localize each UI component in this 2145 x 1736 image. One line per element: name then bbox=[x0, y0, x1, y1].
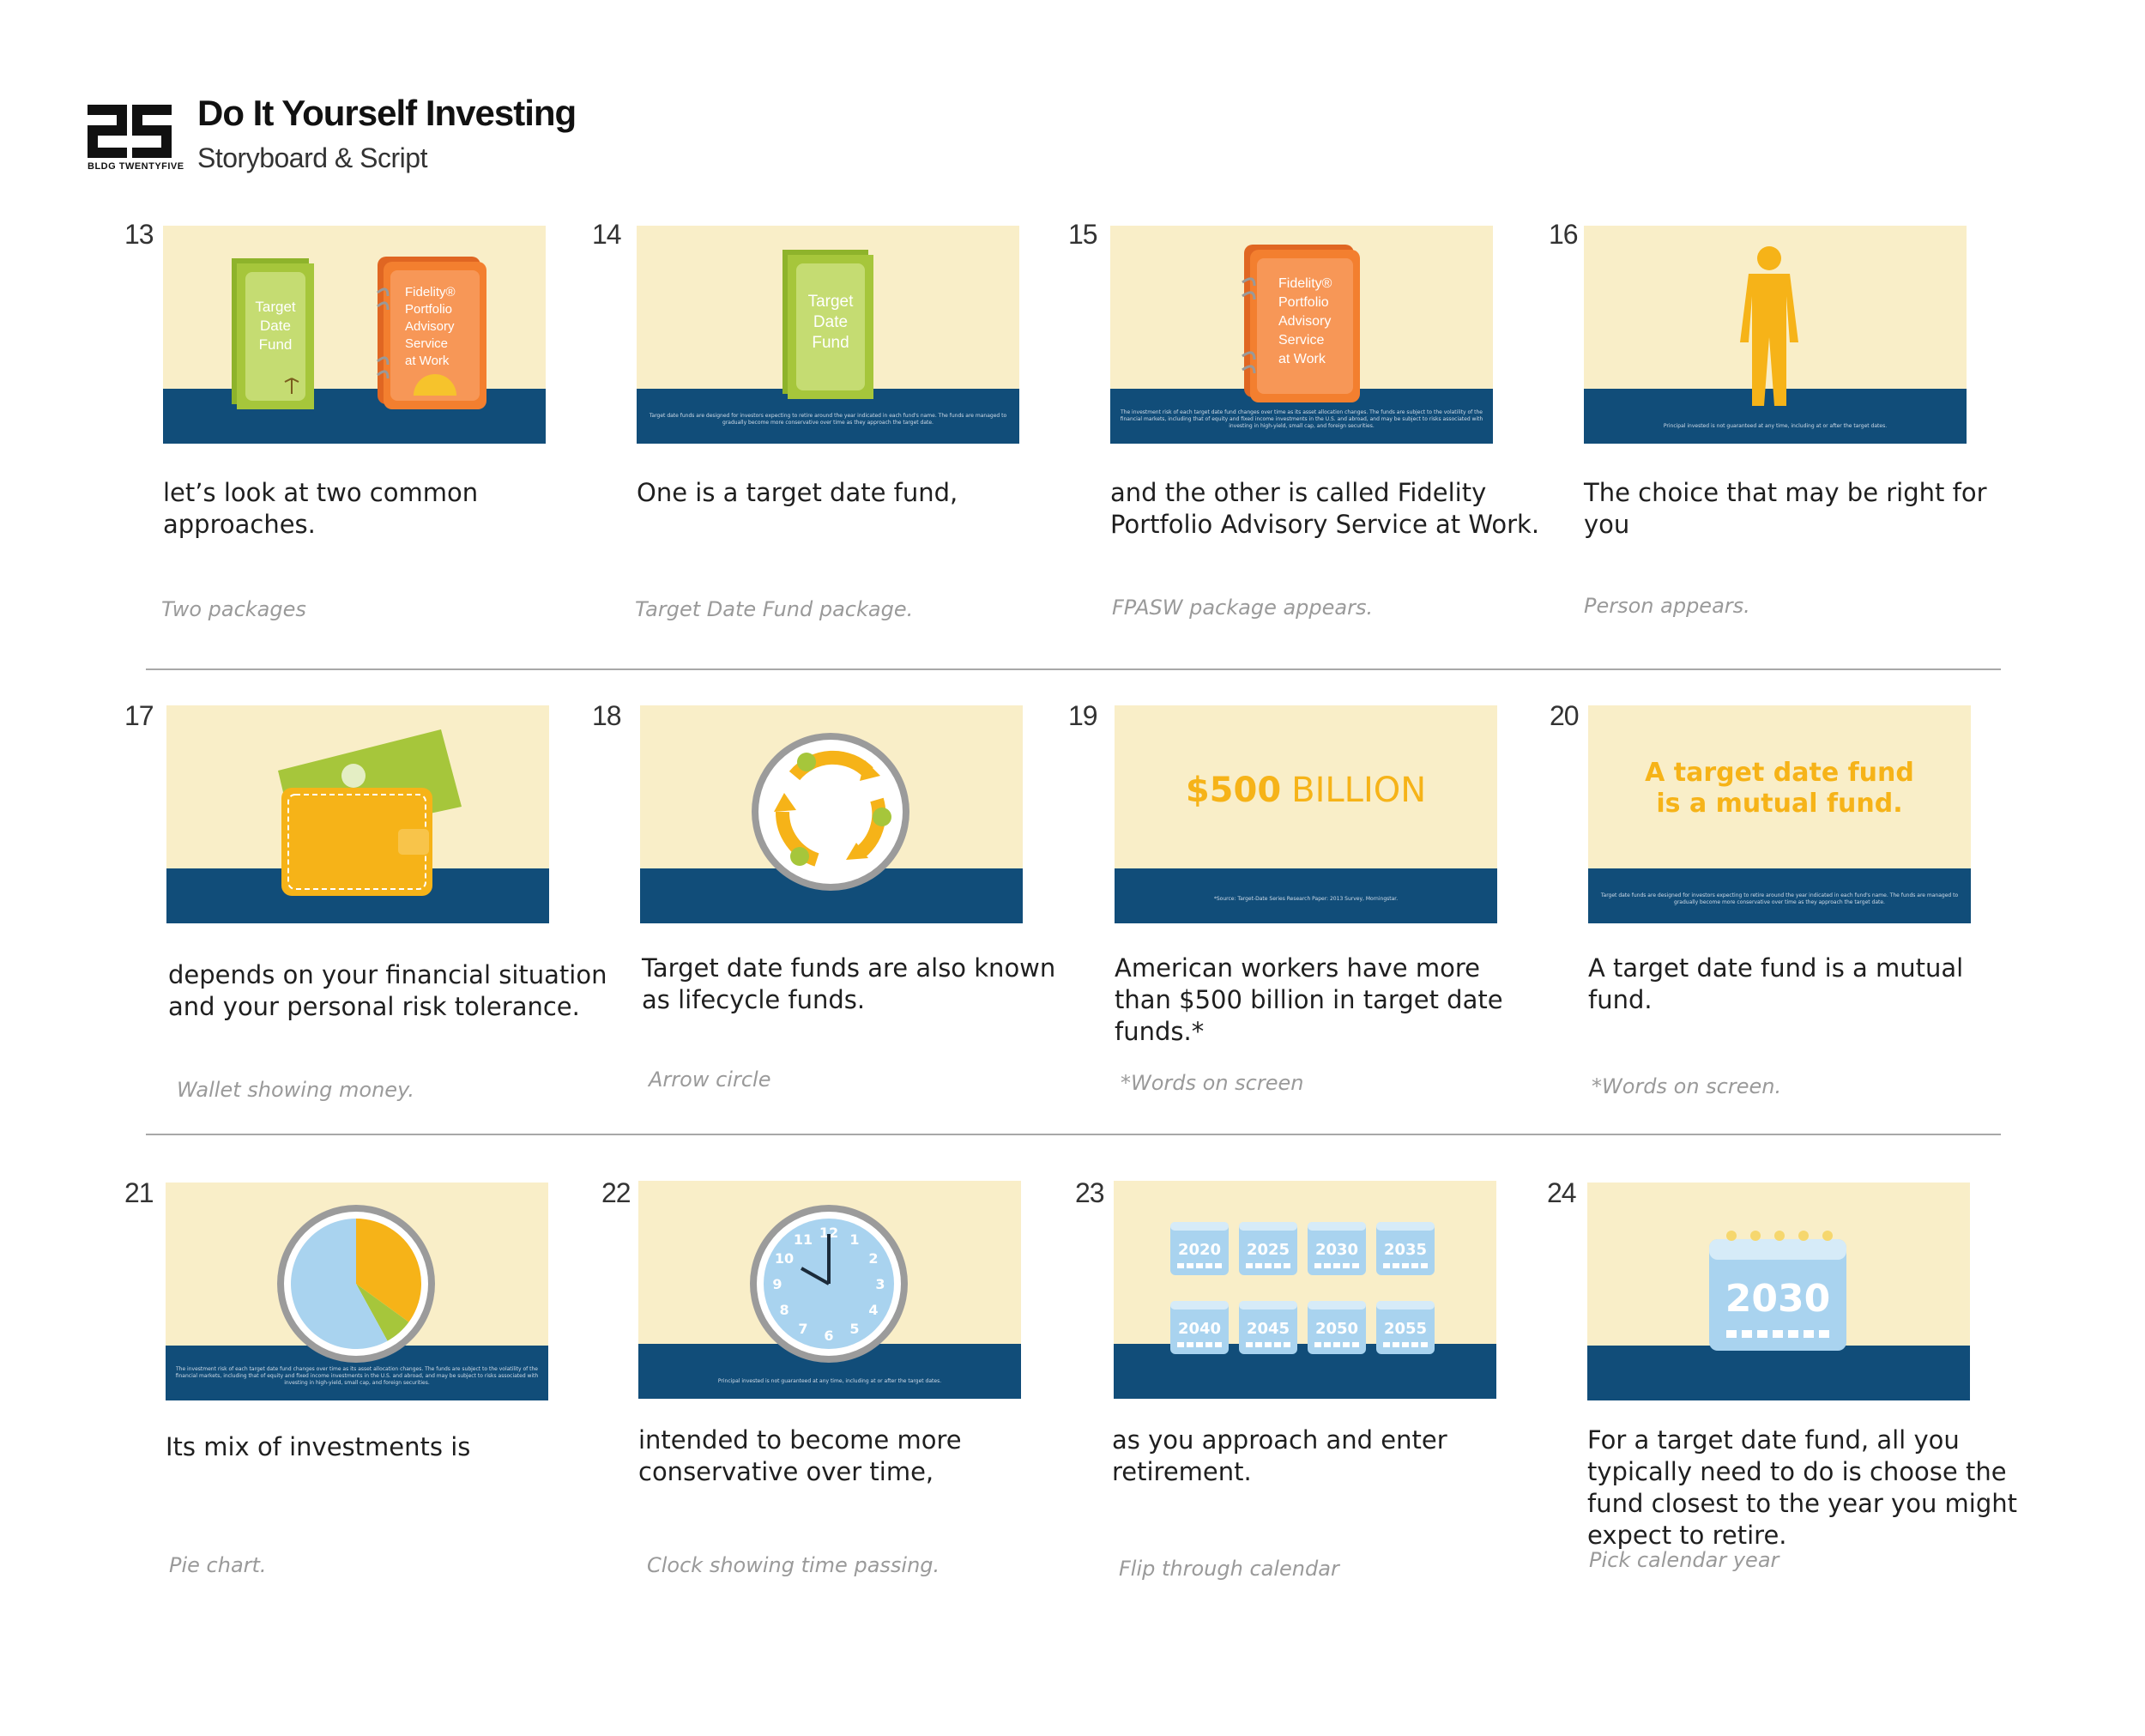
500-billion-words bbox=[1115, 705, 1497, 923]
svg-text:Date: Date bbox=[813, 313, 849, 331]
svg-text:Fidelity®: Fidelity® bbox=[405, 285, 456, 299]
logo-text: BLDG TWENTYFIVE bbox=[88, 161, 184, 172]
clock-number: 9 bbox=[772, 1276, 782, 1292]
row-divider bbox=[146, 1134, 2001, 1135]
direction-note: Pick calendar year bbox=[1589, 1548, 1779, 1572]
script-text: as you approach and enter retirement. bbox=[1112, 1425, 1447, 1486]
direction-note: *Words on screen. bbox=[1592, 1074, 1782, 1098]
script-text: depends on your financial situation and your personal risk tolerance. bbox=[168, 960, 607, 1021]
year-label: 2035 bbox=[1383, 1241, 1428, 1259]
svg-text:A target date fund: A target date fund bbox=[1645, 758, 1914, 788]
year-label: 2030 bbox=[1314, 1241, 1359, 1259]
svg-text:Fund: Fund bbox=[258, 336, 293, 353]
frame-target-date-fund bbox=[637, 226, 1019, 444]
year-calendar bbox=[1308, 1222, 1366, 1275]
panel-number: 20 bbox=[1550, 700, 1579, 731]
clock-number: 2 bbox=[868, 1250, 879, 1267]
bldg25-logo bbox=[88, 105, 172, 158]
direction-note: Target Date Fund package. bbox=[635, 597, 914, 621]
clock-number: 10 bbox=[774, 1250, 795, 1267]
year-label: 2040 bbox=[1177, 1320, 1222, 1338]
svg-text:2030: 2030 bbox=[1725, 1277, 1831, 1321]
disclaimer: The investment risk of each target date fund changes over time as its asset allocation changes. The funds are subject to the volatility of the financial markets, including that of equity and fixed income investments in the U.S. and abroad, and may be subject to risks associated with investing in high-yield, small cap, and foreign securities. bbox=[175, 1366, 539, 1386]
disclaimer: Principal invested is not guaranteed at any time, including at or after the target dates. bbox=[1663, 423, 1888, 429]
panel-number: 14 bbox=[592, 219, 621, 250]
panel-number: 24 bbox=[1547, 1177, 1576, 1208]
script-text: American workers have more than $500 billion in target date funds.* bbox=[1115, 953, 1503, 1046]
clock-number: 8 bbox=[779, 1302, 789, 1318]
svg-text:Service: Service bbox=[405, 336, 449, 351]
frame-wallet bbox=[166, 705, 549, 923]
script-text: Target date funds are also known as lifecycle funds. bbox=[642, 953, 1056, 1014]
two-packages-illustration bbox=[163, 226, 546, 444]
panel-number: 18 bbox=[592, 700, 621, 731]
frame-pie-chart bbox=[166, 1183, 548, 1400]
svg-text:Date: Date bbox=[260, 318, 291, 334]
frame-mutual-fund bbox=[1588, 705, 1971, 923]
page-title: Do It Yourself Investing bbox=[197, 93, 577, 133]
clock-number: 5 bbox=[849, 1320, 860, 1337]
script-text: For a target date fund, all you typically need to do is choose the fund closest to the year you might expect to retire. bbox=[1587, 1425, 2018, 1550]
frame-person bbox=[1584, 226, 1967, 444]
svg-text:Target: Target bbox=[807, 293, 854, 311]
year-calendar bbox=[1239, 1301, 1297, 1354]
row-divider bbox=[146, 668, 2001, 670]
wallet-icon bbox=[166, 705, 549, 923]
direction-note: Clock showing time passing. bbox=[647, 1553, 940, 1577]
year-label: 2050 bbox=[1314, 1320, 1359, 1338]
frame-500-billion bbox=[1115, 705, 1497, 923]
svg-text:Advisory: Advisory bbox=[1278, 314, 1332, 329]
direction-note: Wallet showing money. bbox=[177, 1078, 415, 1102]
direction-note: Pie chart. bbox=[169, 1553, 267, 1577]
svg-text:at Work: at Work bbox=[1278, 352, 1326, 366]
year-label: 2025 bbox=[1246, 1241, 1290, 1259]
year-calendar bbox=[1308, 1301, 1366, 1354]
frame-two-packages bbox=[163, 226, 546, 444]
target-date-fund-package bbox=[637, 226, 1019, 444]
frame-arrow-circle bbox=[640, 705, 1023, 923]
pie-slices bbox=[291, 1219, 421, 1349]
clock-number: 7 bbox=[798, 1320, 808, 1337]
script-text: The choice that may be right for you bbox=[1584, 478, 1987, 539]
year-calendar bbox=[1376, 1301, 1435, 1354]
frame-clock bbox=[638, 1181, 1021, 1399]
person-silhouette bbox=[1584, 226, 1967, 444]
year-calendars bbox=[1170, 1222, 1435, 1354]
svg-text:Advisory: Advisory bbox=[405, 319, 455, 334]
calendar-2030-icon bbox=[1587, 1183, 1970, 1400]
clock-icon bbox=[638, 1181, 1021, 1399]
panel-number: 16 bbox=[1549, 219, 1578, 250]
direction-note: FPASW package appears. bbox=[1112, 596, 1374, 620]
year-label: 2055 bbox=[1383, 1320, 1428, 1338]
disclaimer: The investment risk of each target date fund changes over time as its asset allocation changes. The funds are subject to the volatility of the financial markets, including that of equity and fixed income investments in the U.S. and abroad, and may be subject to risks associated with investing in high-yield, small cap, and foreign securities. bbox=[1120, 409, 1483, 429]
svg-text:Service: Service bbox=[1278, 333, 1325, 348]
frame-calendars bbox=[1114, 1181, 1496, 1399]
script-text: and the other is called Fidelity Portfolio Advisory Service at Work. bbox=[1110, 478, 1540, 539]
direction-note: Two packages bbox=[161, 597, 306, 621]
script-text: intended to become more conservative over time, bbox=[638, 1425, 962, 1486]
panel-number: 13 bbox=[124, 219, 154, 250]
clock-number: 6 bbox=[824, 1328, 834, 1344]
disclaimer: *Source: Target-Date Series Research Paper: 2013 Survey, Morningstar. bbox=[1213, 896, 1399, 902]
svg-text:Portfolio: Portfolio bbox=[405, 302, 453, 317]
script-text: let’s look at two common approaches. bbox=[163, 478, 479, 539]
panel-number: 17 bbox=[124, 700, 154, 731]
panel-number: 23 bbox=[1075, 1177, 1104, 1208]
panel-number: 15 bbox=[1068, 219, 1097, 250]
year-calendar bbox=[1170, 1301, 1229, 1354]
year-label: 2045 bbox=[1246, 1320, 1290, 1338]
disclaimer: Target date funds are designed for investors expecting to retire around the year indicated in each fund's name. The funds are managed to gradually become more conservative over time as they approach the target date. bbox=[1600, 892, 1959, 905]
clock-number: 11 bbox=[793, 1231, 813, 1249]
svg-text:Fidelity®: Fidelity® bbox=[1278, 276, 1332, 291]
svg-text:at Work: at Work bbox=[405, 354, 450, 368]
direction-note: *Words on screen bbox=[1121, 1071, 1304, 1095]
clock-number: 1 bbox=[849, 1231, 860, 1249]
year-calendar bbox=[1170, 1222, 1229, 1275]
frame-fpasw bbox=[1110, 226, 1493, 444]
svg-text:Portfolio: Portfolio bbox=[1278, 295, 1329, 310]
direction-note: Person appears. bbox=[1584, 594, 1750, 618]
calendar-grid bbox=[1114, 1181, 1496, 1399]
mutual-fund-words bbox=[1588, 705, 1971, 923]
year-calendar bbox=[1239, 1222, 1297, 1275]
arrow-circle-illustration bbox=[640, 705, 1023, 923]
direction-note: Flip through calendar bbox=[1119, 1557, 1339, 1581]
frame-pick-year bbox=[1587, 1183, 1970, 1400]
script-text: One is a target date fund, bbox=[637, 478, 958, 507]
svg-text:$500BILLION: $500 BILLION bbox=[1185, 771, 1427, 810]
panel-number: 19 bbox=[1068, 700, 1097, 731]
svg-text:is a mutual fund.: is a mutual fund. bbox=[1656, 789, 1903, 819]
svg-text:Target: Target bbox=[255, 299, 296, 315]
year-label: 2020 bbox=[1177, 1241, 1222, 1259]
disclaimer: Target date funds are designed for investors expecting to retire around the year indicated in each fund's name. The funds are managed to gradually become more conservative over time as they approach the target date. bbox=[649, 413, 1007, 426]
clock-number: 3 bbox=[875, 1276, 885, 1292]
script-text: Its mix of investments is bbox=[166, 1432, 471, 1461]
direction-note: Arrow circle bbox=[649, 1068, 771, 1092]
disclaimer: Principal invested is not guaranteed at any time, including at or after the target dates. bbox=[717, 1378, 942, 1384]
year-calendar bbox=[1376, 1222, 1435, 1275]
script-text: A target date fund is a mutual fund. bbox=[1588, 953, 1964, 1014]
clock-number: 12 bbox=[819, 1225, 839, 1241]
clock-number: 4 bbox=[868, 1302, 879, 1318]
page-subtitle: Storyboard & Script bbox=[197, 142, 427, 173]
panel-number: 21 bbox=[124, 1177, 154, 1208]
svg-text:Fund: Fund bbox=[812, 334, 849, 352]
panel-number: 22 bbox=[601, 1177, 631, 1208]
